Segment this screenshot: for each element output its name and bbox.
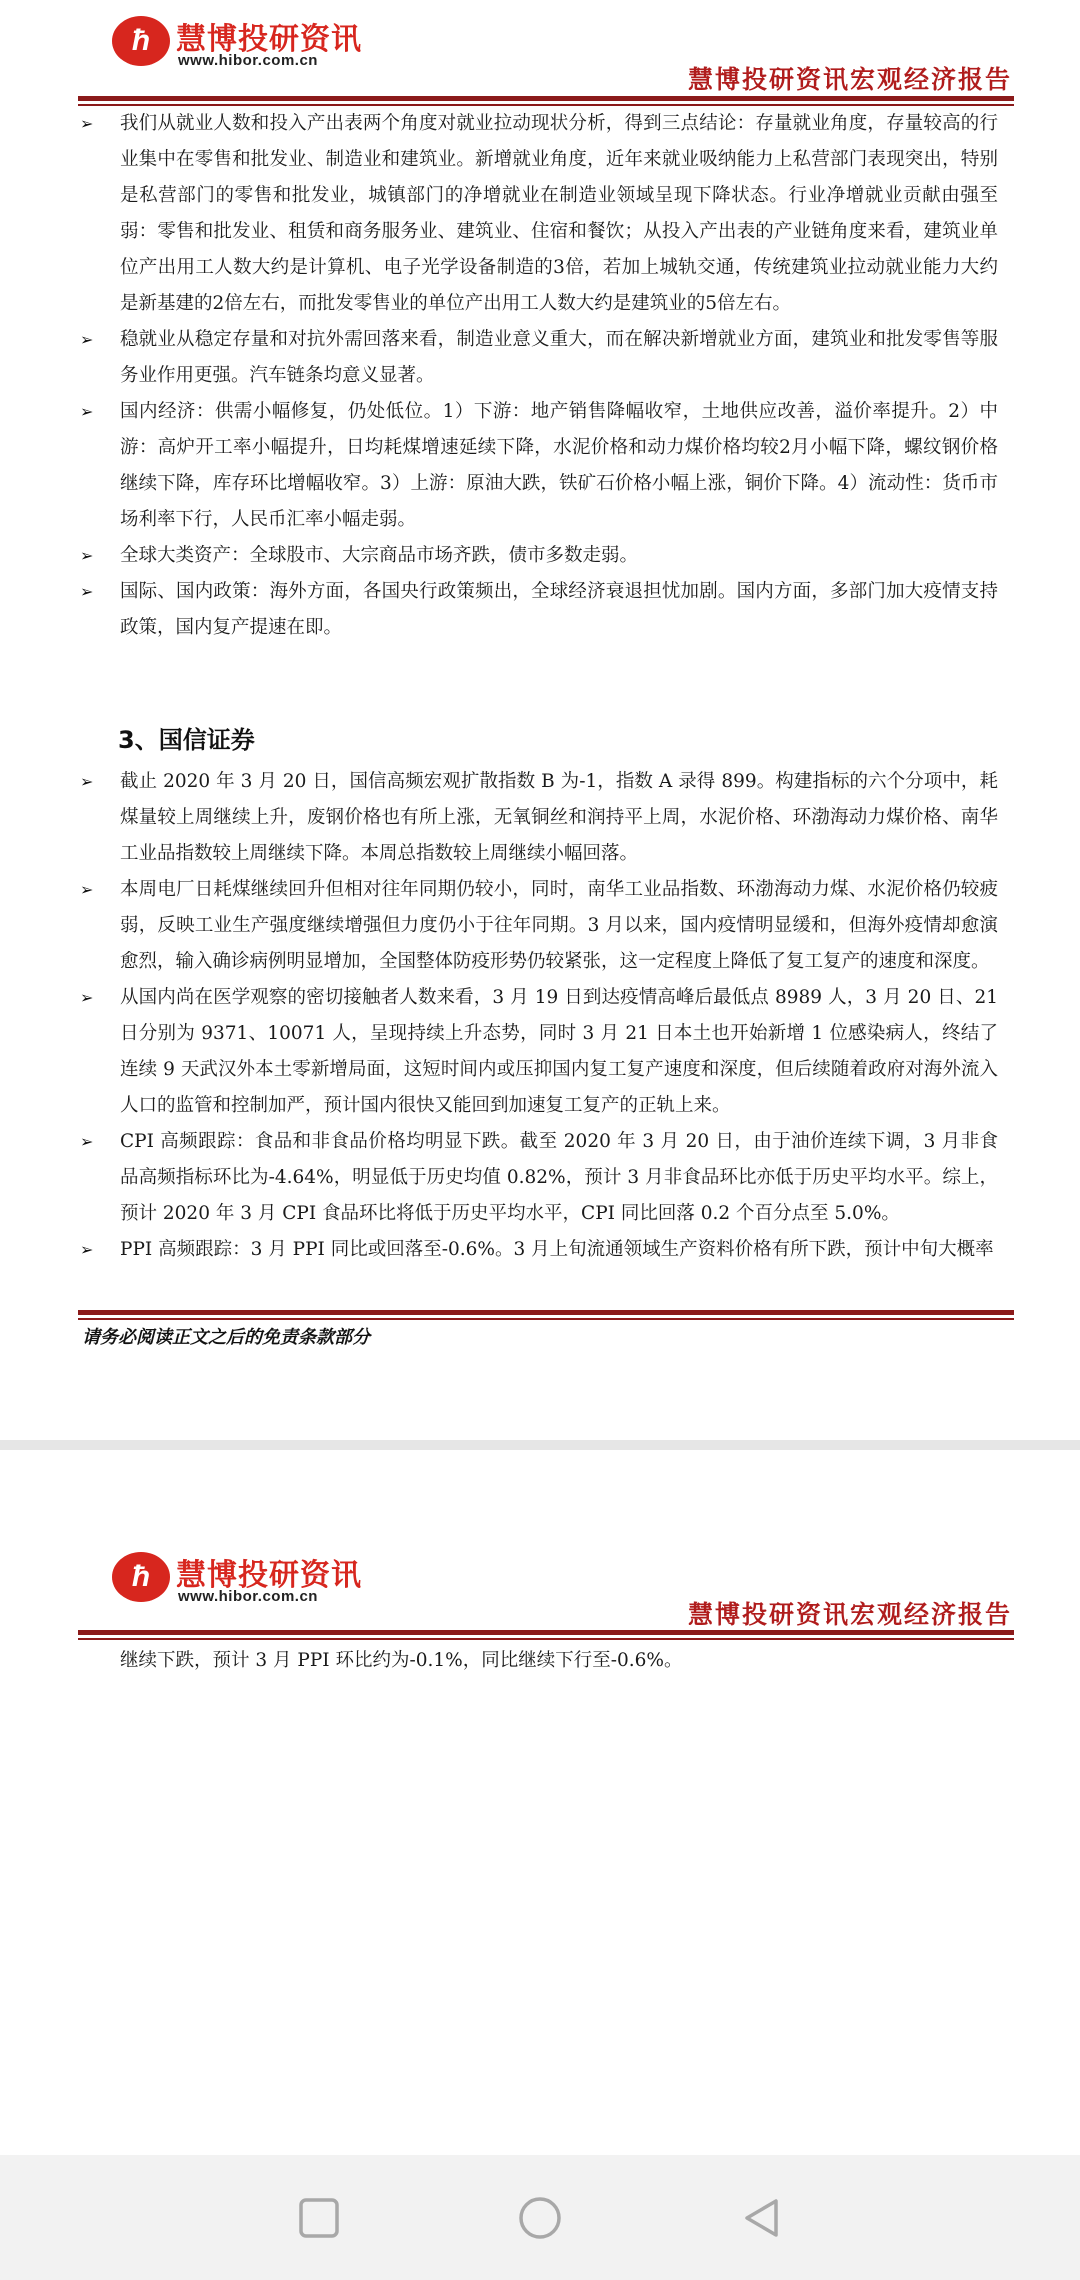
disclaimer-note: 请务必阅读正文之后的免责条款部分 — [82, 1327, 370, 1348]
list-item: ➢ 国际、国内政策：海外方面，各国央行政策频出，全球经济衰退担忧加剧。国内方面，多部门加大疫情支持政策，国内复产提速在即。 — [78, 574, 998, 646]
arrow-bullet-icon: ➢ — [80, 880, 94, 899]
list-item: ➢ 国内经济：供需小幅修复，仍处低位。1）下游：地产销售降幅收窄，土地供应改善，溢价率提升。2）中游：高炉开工率小幅提升，日均耗煤增速延续下降，水泥价格和动力煤价格均较2月小幅下降，螺纹钢价格继续下降，库存环比增幅收窄。3）上游：原油大跌，铁矿石价格小幅上涨，铜价下降。4）流动性：货币市场利率下行，人民币汇率小幅走弱。 — [78, 394, 998, 538]
list-item: ➢ 本周电厂日耗煤继续回升但相对往年同期仍较小，同时，南华工业品指数、环渤海动力煤、水泥价格仍较疲弱，反映工业生产强度继续增强但力度仍小于往年同期。3 月以来，国内疫情明显缓和，但海外疫情却愈演愈烈，输入确诊病例明显增加，全国整体防疫形势仍较紧张，这一定程度上降低了复工复产的速度和深度。 — [78, 872, 998, 980]
hibor-logo-mark: ħ — [112, 1552, 170, 1602]
arrow-bullet-icon: ➢ — [80, 330, 94, 349]
system-navigation-bar — [0, 2155, 1080, 2280]
continuation-text: 继续下跌，预计 3 月 PPI 环比约为-0.1%，同比继续下行至-0.6%。 — [120, 1650, 683, 1671]
arrow-bullet-icon: ➢ — [80, 114, 94, 133]
arrow-bullet-icon: ➢ — [80, 546, 94, 565]
back-icon — [740, 2196, 784, 2240]
list-item: ➢ 截止 2020 年 3 月 20 日，国信高频宏观扩散指数 B 为-1，指数 A 录得 899。构建指标的六个分项中，耗煤量较上周继续上升，废钢价格也有所上涨，无氧铜丝和润持平上周，水泥价格、环渤海动力煤价格、南华工业品指数较上周继续下降。本周总指数较上周继续小幅回落。 — [78, 764, 998, 872]
hibor-logo — [112, 12, 362, 72]
recent-apps-icon — [297, 2196, 341, 2240]
home-icon — [516, 2194, 564, 2242]
brand-url: www.hibor.com.cn — [178, 1588, 318, 1605]
header-rule — [78, 96, 1014, 106]
list-item: ➢ 全球大类资产：全球股市、大宗商品市场齐跌，债市多数走弱。 — [78, 538, 998, 574]
arrow-bullet-icon: ➢ — [80, 988, 94, 1007]
list-item: ➢ 从国内尚在医学观察的密切接触者人数来看，3 月 19 日到达疫情高峰后最低点 8989 人，3 月 20 日、21 日分别为 9371、10071 人，呈现持续上升态势，同时 3 月 21 日本土也开始新增 1 位感染病人，终结了连续 9 天武汉外本土零新增局面，这短时间内或压抑国内复工复产速度和深度，但后续随着政府对海外流入人口的监管和控制加严，预计国内很快又能回到加速复工复产的正轨上来。 — [78, 980, 998, 1124]
arrow-bullet-icon: ➢ — [80, 402, 94, 421]
report-title: 慧博投研资讯宏观经济报告 — [687, 1600, 1012, 1629]
report-title: 慧博投研资讯宏观经济报告 — [687, 65, 1012, 94]
list-item: ➢ CPI 高频跟踪：食品和非食品价格均明显下跌。截至 2020 年 3 月 20 日，由于油价连续下调，3 月非食品高频指标环比为-4.64%，明显低于历史均值 0.82%，预计 3 月非食品环比亦低于历史平均水平。综上，预计 2020 年 3 月 CPI 食品环比将低于历史平均水平，CPI 同比回落 0.2 个百分点至 5.0%。 — [78, 1124, 998, 1232]
page-separator — [0, 1440, 1080, 1450]
brand-name: 慧博投研资讯 — [176, 22, 362, 57]
recent-apps-button[interactable] — [284, 2183, 354, 2253]
brand-url: www.hibor.com.cn — [178, 52, 318, 69]
document-page-2 — [0, 1450, 1080, 2155]
list-item: ➢ 我们从就业人数和投入产出表两个角度对就业拉动现状分析，得到三点结论：存量就业角度，存量较高的行业集中在零售和批发业、制造业和建筑业。新增就业角度，近年来就业吸纳能力上私营部门表现突出，特别是私营部门的零售和批发业，城镇部门的净增就业在制造业领域呈现下降状态。行业净增就业贡献由强至弱：零售和批发业、租赁和商务服务业、建筑业、住宿和餐饮；从投入产出表的产业链角度来看，建筑业单位产出用工人数大约是计算机、电子光学设备制造的3倍，若加上城轨交通，传统建筑业拉动就业能力大约是新基建的2倍左右，而批发零售业的单位产出用工人数大约是建筑业的5倍左右。 — [78, 106, 998, 322]
hibor-logo-mark: ħ — [112, 16, 170, 66]
bullet-list-top — [78, 106, 998, 646]
home-button[interactable] — [505, 2183, 575, 2253]
section-heading: 3、国信证券 — [118, 726, 255, 754]
arrow-bullet-icon: ➢ — [80, 1240, 94, 1259]
header-rule — [78, 1630, 1014, 1640]
hibor-logo — [112, 1548, 362, 1608]
list-item: ➢ 稳就业从稳定存量和对抗外需回落来看，制造业意义重大，而在解决新增就业方面，建筑业和批发零售等服务业作用更强。汽车链条均意义显著。 — [78, 322, 998, 394]
list-item: ➢ PPI 高频跟踪：3 月 PPI 同比或回落至-0.6%。3 月上旬流通领域生产资料价格有所下跌，预计中旬大概率 — [78, 1232, 998, 1268]
back-button[interactable] — [727, 2183, 797, 2253]
arrow-bullet-icon: ➢ — [80, 582, 94, 601]
bullet-list-section — [78, 764, 998, 1268]
footer-rule — [78, 1310, 1014, 1320]
arrow-bullet-icon: ➢ — [80, 1132, 94, 1151]
arrow-bullet-icon: ➢ — [80, 772, 94, 791]
brand-name: 慧博投研资讯 — [176, 1558, 362, 1593]
